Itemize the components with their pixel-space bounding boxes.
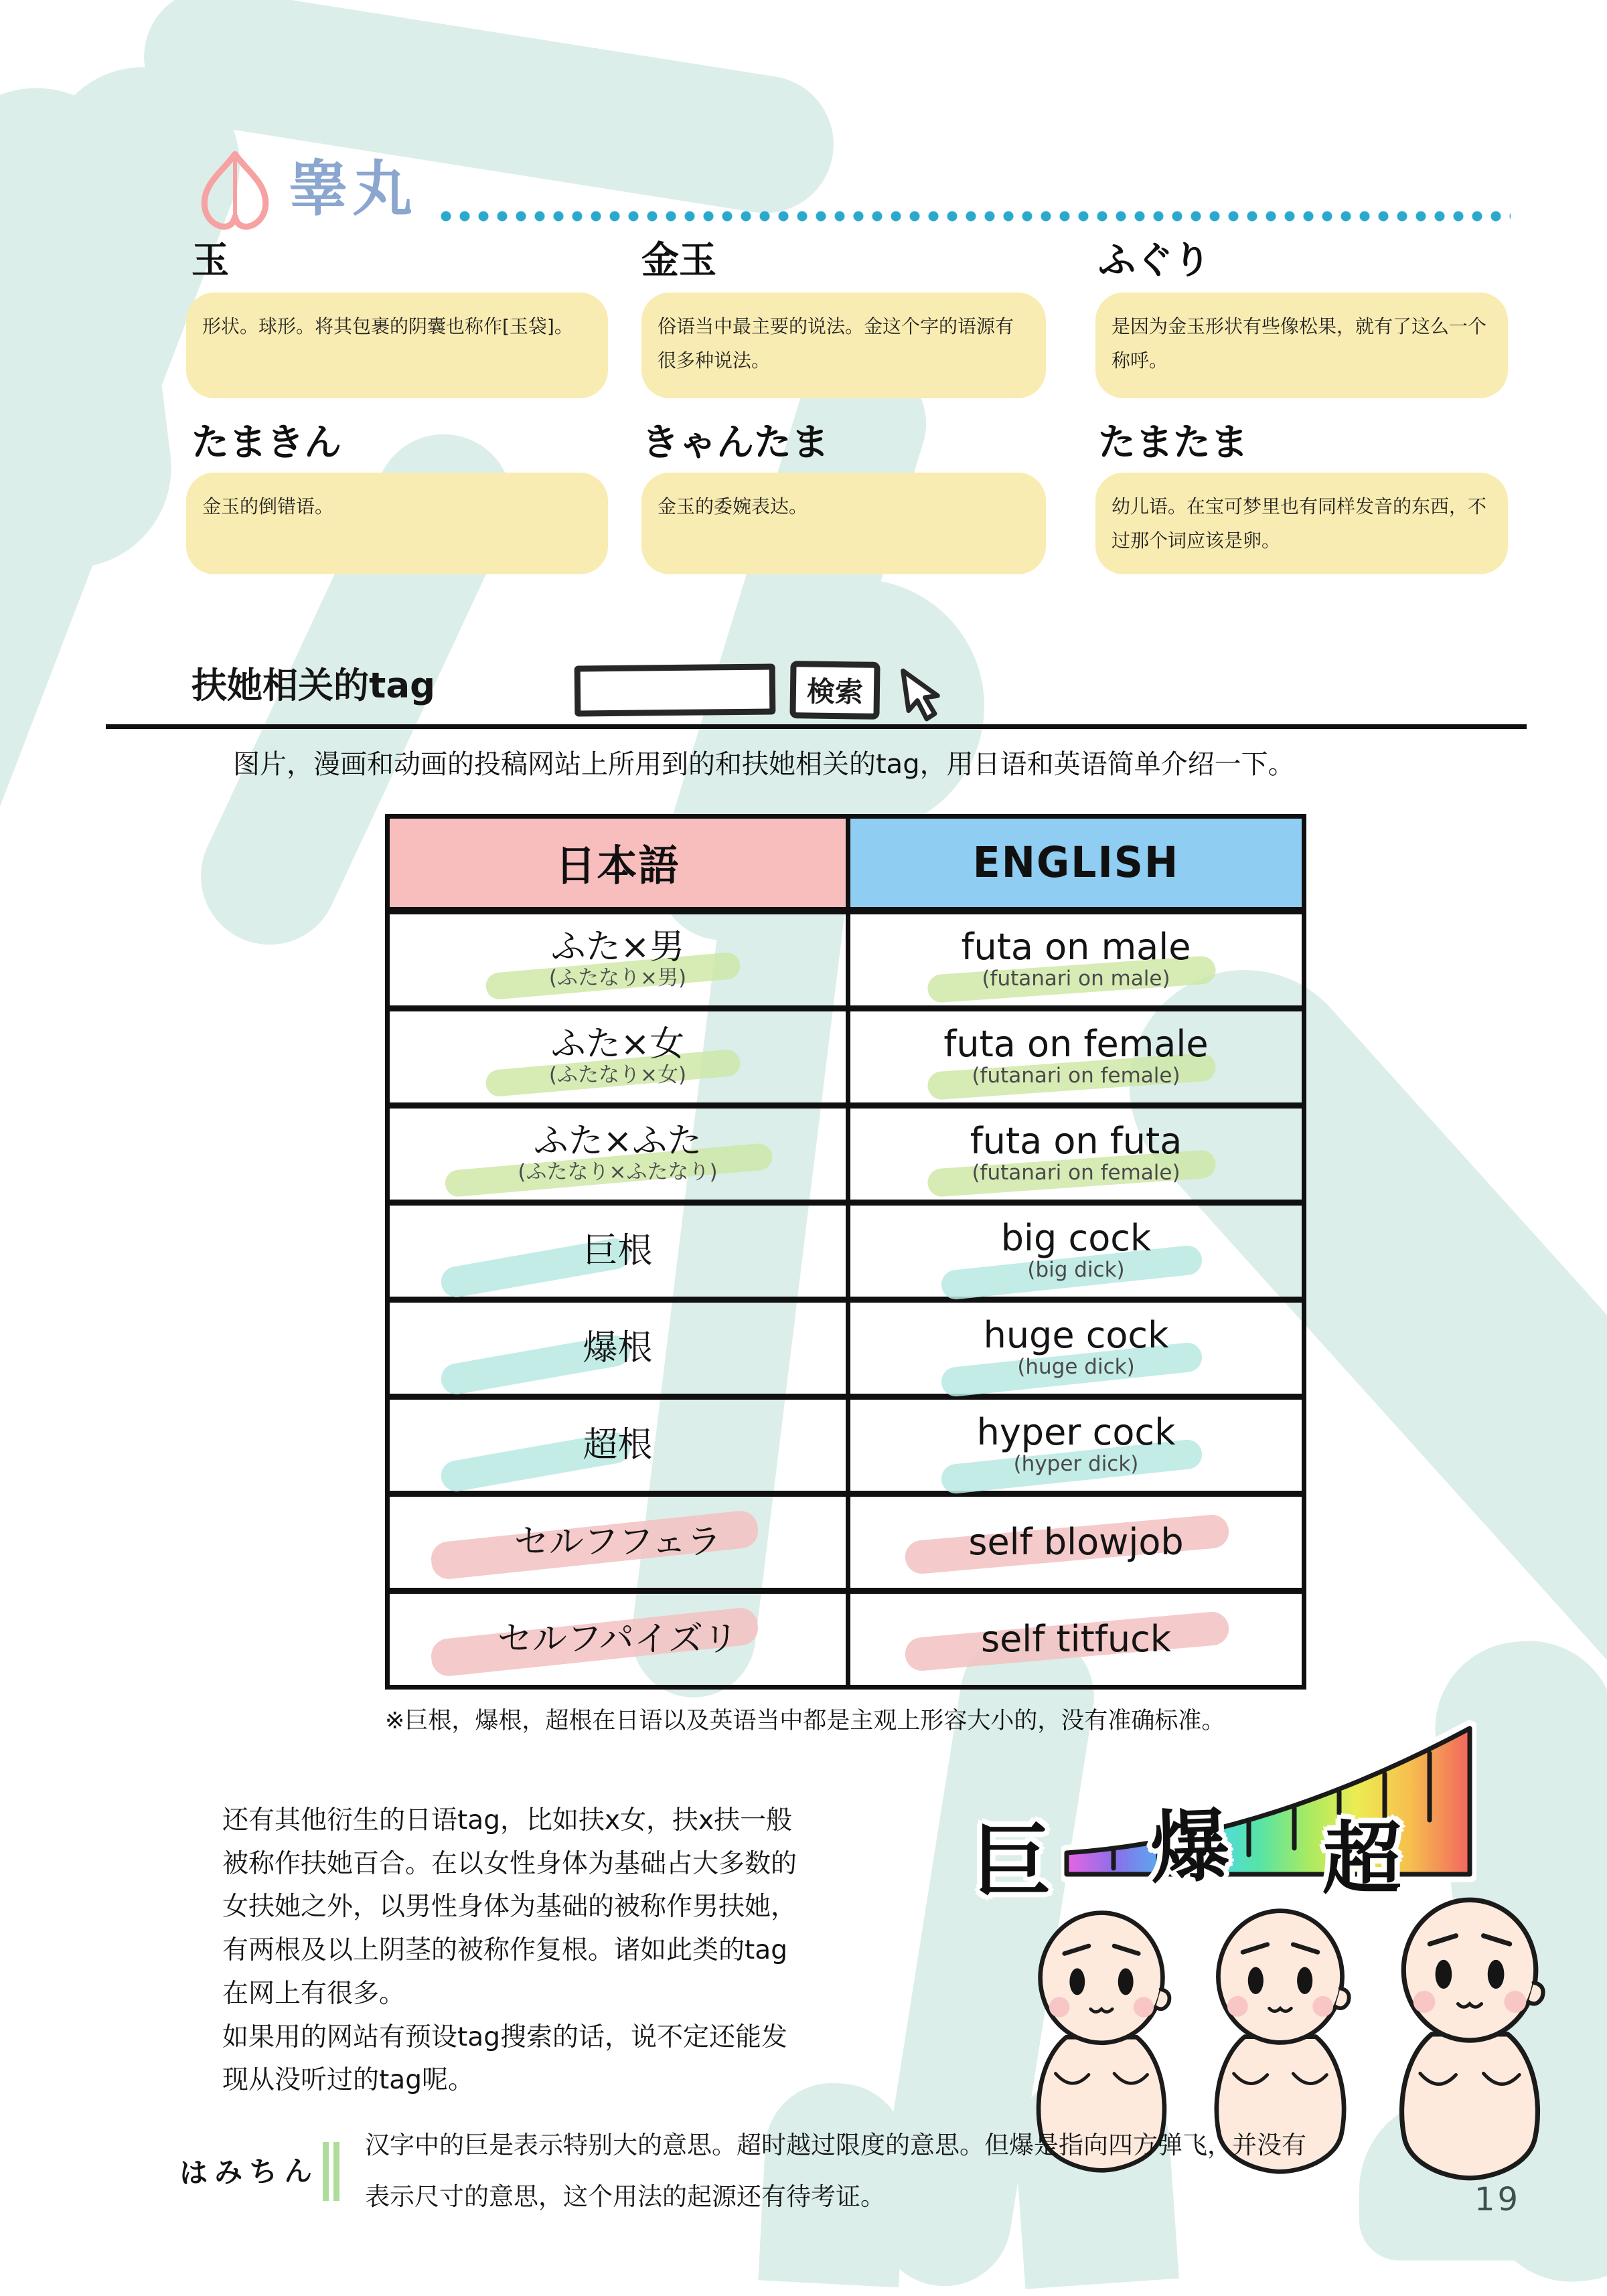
size-scale-gradient (1061, 1720, 1476, 1882)
scale-label-baku: 爆 (1148, 1799, 1231, 1895)
tag-table (385, 814, 1306, 1690)
term-description: 金玉的委婉表达。 (641, 473, 1046, 574)
scale-label-kyo: 巨 (972, 1815, 1052, 1908)
page-title: 睾丸 (288, 154, 416, 224)
term-description: 金玉的倒错语。 (186, 473, 608, 574)
footer-accent-bar (333, 2142, 339, 2201)
term-description: 形状。球形。将其包裹的阴囊也称作[玉袋]。 (186, 293, 608, 398)
table-row: セルフパイズリ self titfuck (390, 1588, 1302, 1685)
term-description: 俗语当中最主要的说法。金这个字的语源有很多种说法。 (641, 293, 1046, 398)
term-title: 金玉 (641, 239, 716, 282)
table-row: 爆根 huge cock (huge dick) (390, 1297, 1302, 1394)
term-title: たまたま (1098, 421, 1248, 465)
dotted-divider (441, 210, 1511, 222)
table-header-japanese: 日本語 (390, 819, 850, 907)
table-row: セルフフェラ self blowjob (390, 1491, 1302, 1588)
term-title: たまきん (192, 421, 341, 465)
search-input-sketch (575, 663, 776, 716)
footer-accent-bar (323, 2142, 329, 2201)
footer-note: 汉字中的巨是表示特别大的意思。超时越过限度的意思。但爆是指向四方弹飞，并没有 表示尺寸的意思，这个用法的起源还有待考证。 (365, 2131, 1306, 2211)
section-rule (106, 724, 1527, 729)
body-paragraph: 还有其他衍生的日语tag，比如扶x女，扶x扶一般被称作扶她百合。在以女性身体为基础占大多数的女扶她之外，以男性身体为基础的被称作男扶她，有两根及以上阴茎的被称作复根。诸如此类的tag在网上有很多。 (222, 1805, 797, 2009)
term-description: 幼儿语。在宝可梦里也有同样发音的东西，不过那个词应该是卵。 (1095, 473, 1508, 574)
chibi-figure-cho (1358, 1893, 1582, 2182)
table-footnote: ※巨根，爆根，超根在日语以及英语当中都是主观上形容大小的，没有准确标准。 (385, 1708, 1225, 1734)
term-title: ふぐり (1098, 239, 1211, 282)
scale-label-cho: 超 (1322, 1813, 1402, 1905)
body-text (222, 1799, 798, 2103)
term-title: 玉 (192, 239, 229, 282)
peach-icon (198, 146, 273, 233)
table-row: ふた×ふた (ふたなり×ふたなり) futa on futa (futanari on female) (390, 1102, 1302, 1200)
table-row: ふた×女 (ふたなり×女) futa on female (futanari on female) (390, 1005, 1302, 1102)
page-number: 19 (1474, 2181, 1521, 2218)
table-header-row (390, 819, 1302, 914)
term-description: 是因为金玉形状有些像松果，就有了这么一个称呼。 (1095, 293, 1508, 398)
brand-logo: はみちん (179, 2154, 319, 2190)
cursor-arrow-icon (899, 666, 941, 725)
table-header-english: ENGLISH (850, 819, 1302, 907)
section-intro: 图片，漫画和动画的投稿网站上所用到的和扶她相关的tag，用日语和英语简单介绍一下。 (233, 749, 1295, 780)
search-button-sketch: 検索 (789, 661, 880, 720)
table-row: ふた×男 (ふたなり×男) futa on male (futanari on male) (390, 914, 1302, 1005)
term-title: きゃんたま (641, 421, 829, 465)
body-paragraph: 如果用的网站有预设tag搜索的话，说不定还能发现从没听过的tag呢。 (222, 2022, 787, 2096)
section-heading: 扶她相关的tag (192, 665, 436, 706)
table-row: 超根 hyper cock (hyper dick) (390, 1394, 1302, 1491)
table-row: 巨根 big cock (big dick) (390, 1200, 1302, 1297)
